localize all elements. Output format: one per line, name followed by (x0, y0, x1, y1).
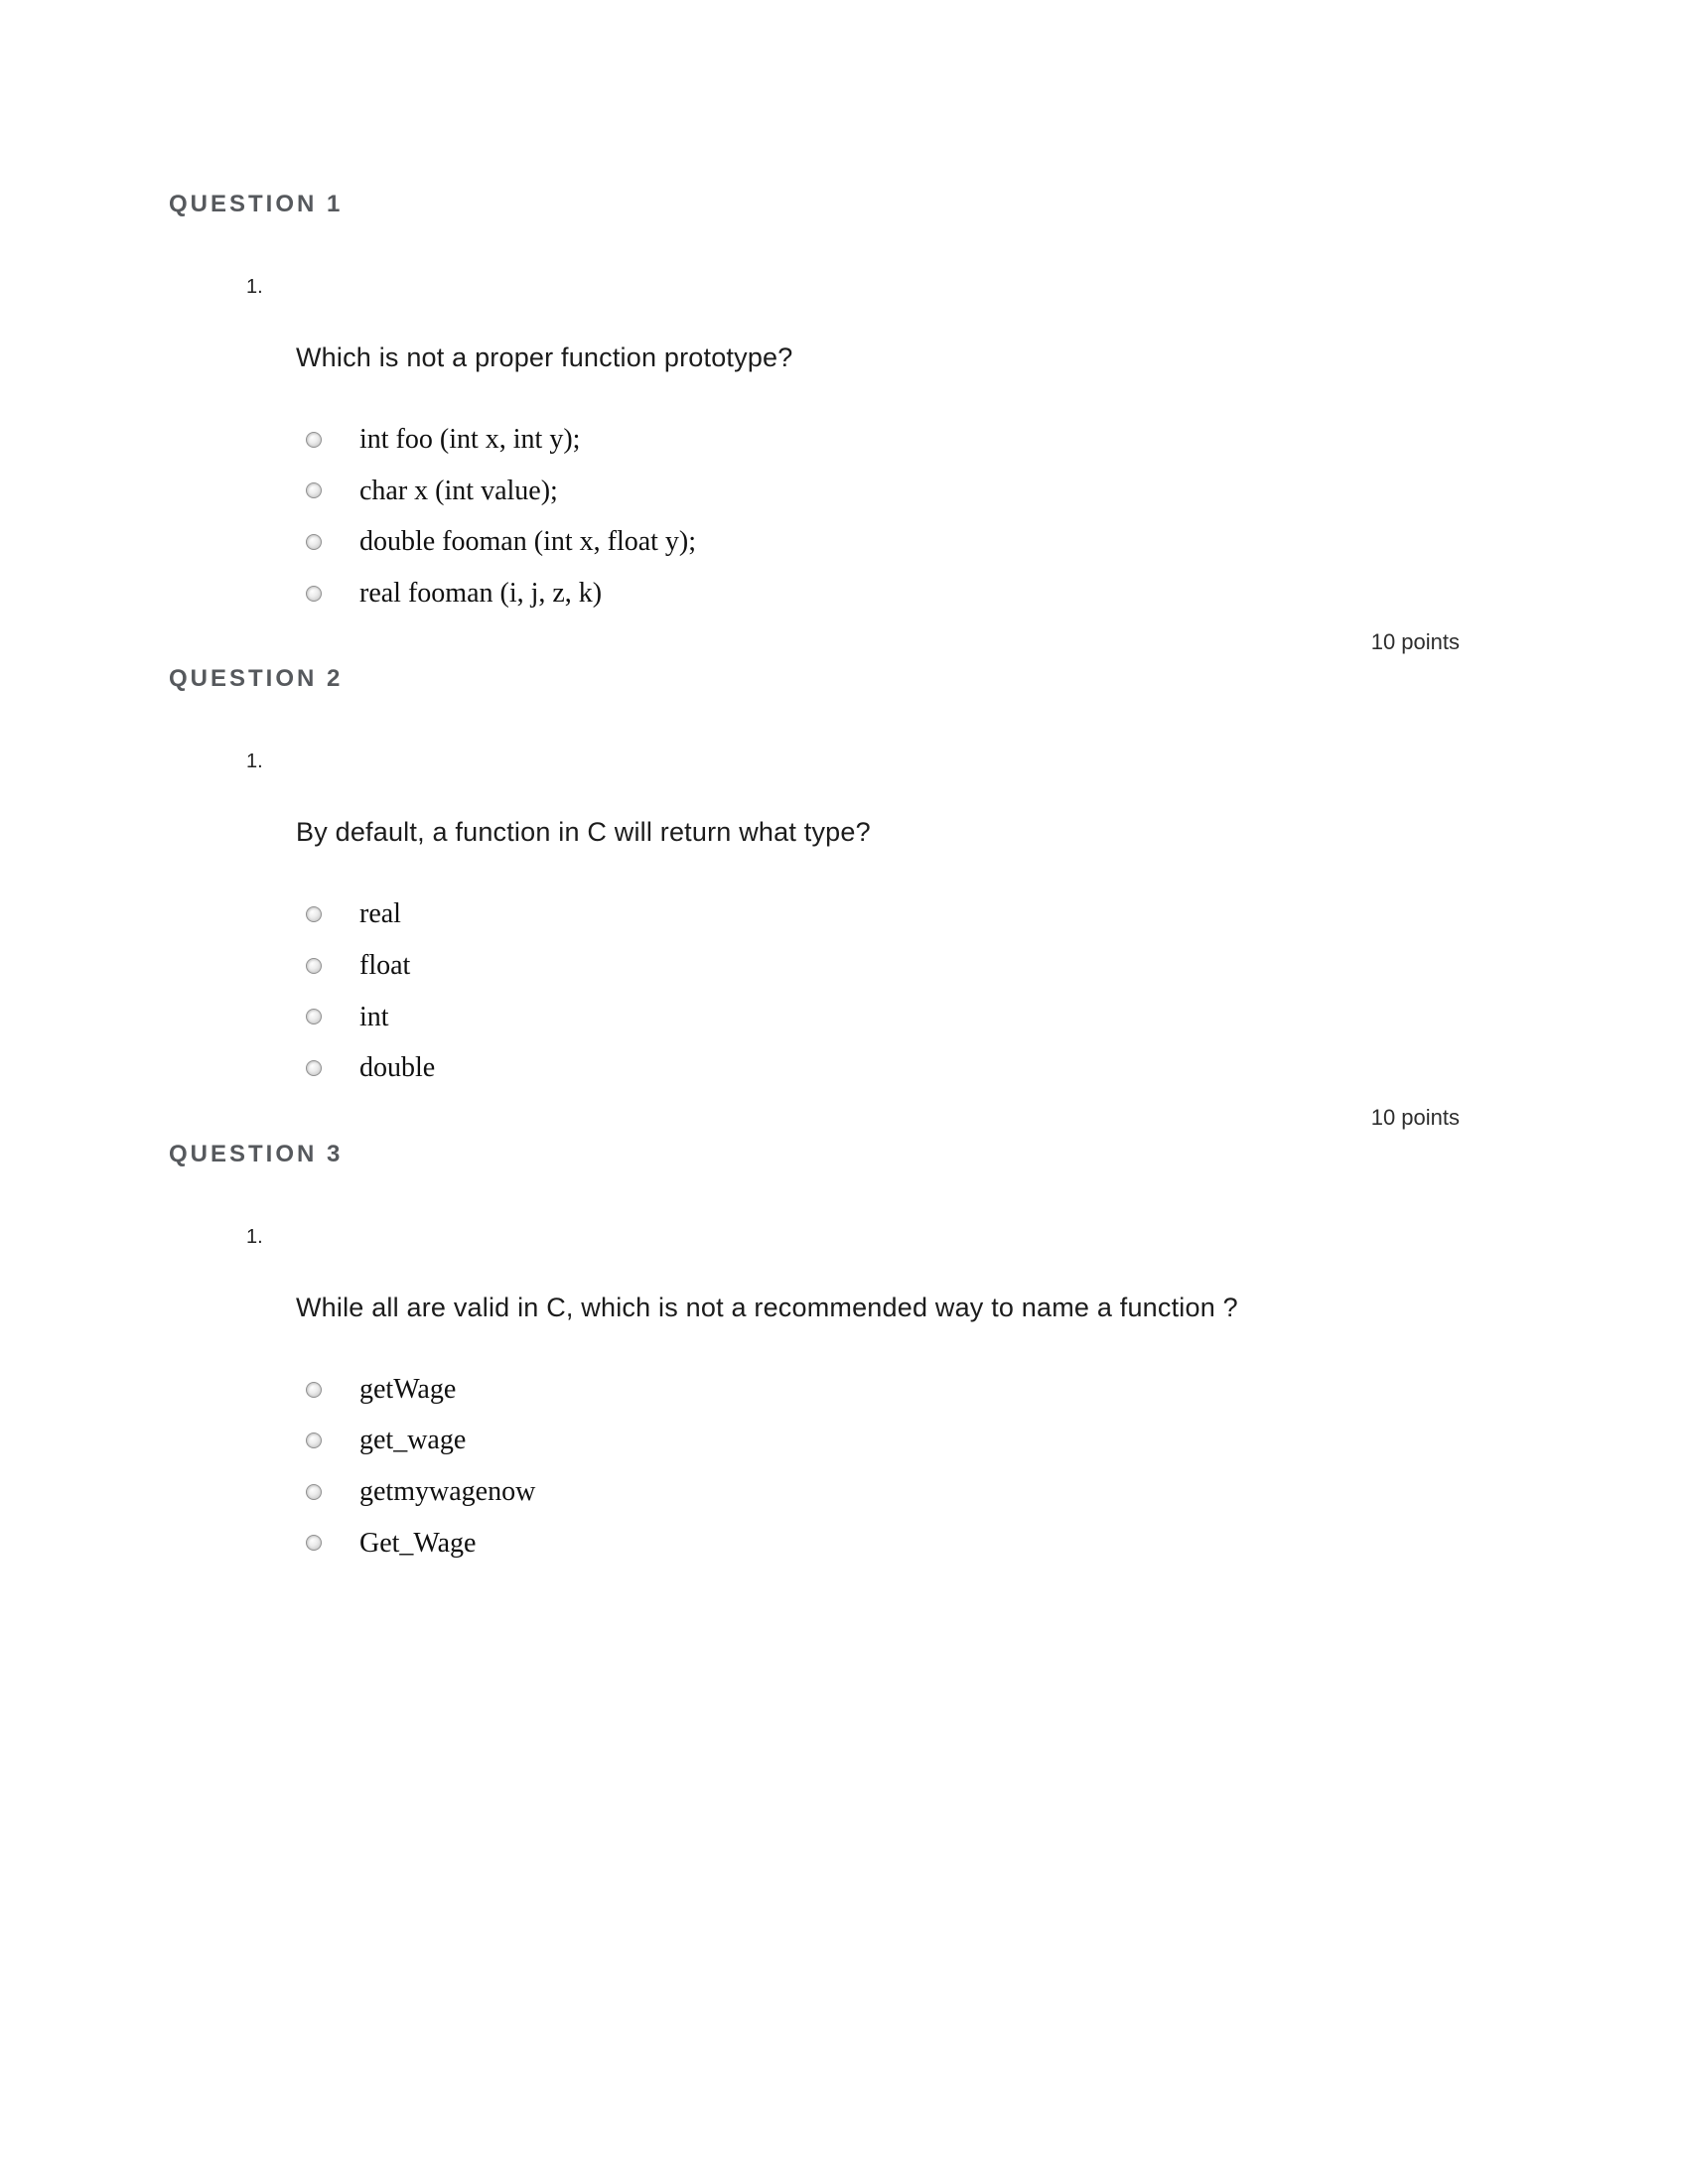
points-label: 10 points (1370, 1104, 1460, 1130)
answer-option[interactable] (296, 1475, 1460, 1509)
radio-button-icon[interactable] (306, 906, 322, 922)
answer-option[interactable] (296, 577, 1460, 611)
radio-button-icon[interactable] (306, 1382, 322, 1398)
question-header: QUESTION 2 (169, 665, 344, 693)
radio-button-icon[interactable] (306, 1009, 322, 1024)
radio-button-icon[interactable] (306, 958, 322, 974)
answer-option-label: real (359, 898, 401, 930)
question-text: Which is not a proper function prototype? (296, 342, 793, 372)
answer-option[interactable] (296, 1373, 1460, 1407)
answer-option-label: getmywagenow (359, 1475, 536, 1507)
radio-button-icon[interactable] (306, 1060, 322, 1076)
answer-option-label: real fooman (i, j, z, k) (359, 577, 603, 609)
radio-button-icon[interactable] (306, 534, 322, 550)
question-text: While all are valid in C, which is not a recommended way to name a function ? (296, 1292, 1238, 1322)
radio-button-icon[interactable] (306, 1433, 322, 1448)
radio-button-icon[interactable] (306, 1535, 322, 1551)
answer-option[interactable] (296, 1051, 1460, 1085)
answer-option[interactable] (296, 525, 1460, 559)
question-block-2 (169, 665, 1460, 1130)
question-block-3 (169, 1141, 1460, 1605)
answer-option-label: get_wage (359, 1425, 467, 1456)
points-label (169, 1579, 1460, 1605)
question-number: 1. (246, 1225, 263, 1248)
question-content (296, 342, 1460, 610)
answer-option[interactable] (296, 897, 1460, 931)
points-label: 10 points (1370, 629, 1460, 655)
answer-option-label: Get_Wage (359, 1527, 477, 1559)
question-content (296, 1293, 1460, 1560)
answer-options (296, 897, 1460, 1084)
answer-option[interactable] (296, 423, 1460, 457)
answer-option-label: char x (int value); (359, 475, 558, 506)
answer-option-label: int (359, 1001, 389, 1032)
question-header: QUESTION 1 (169, 191, 344, 217)
answer-option[interactable] (296, 475, 1460, 508)
answer-option-label: double fooman (int x, float y); (359, 526, 697, 558)
answer-options (296, 1373, 1460, 1560)
answer-option-label: double (359, 1052, 436, 1084)
radio-button-icon[interactable] (306, 482, 322, 498)
quiz-page (169, 0, 1460, 1605)
answer-option-label: float (359, 949, 411, 981)
answer-option-label: getWage (359, 1373, 457, 1405)
question-number: 1. (246, 276, 263, 298)
question-content (296, 817, 1460, 1084)
question-block-1 (169, 191, 1460, 655)
radio-button-icon[interactable] (306, 586, 322, 602)
answer-option-label: int foo (int x, int y); (359, 424, 581, 455)
answer-option[interactable] (296, 949, 1460, 983)
answer-option[interactable] (296, 1001, 1460, 1034)
question-text: By default, a function in C will return what type? (296, 817, 871, 848)
radio-button-icon[interactable] (306, 1484, 322, 1500)
answer-option[interactable] (296, 1527, 1460, 1561)
question-number: 1. (246, 751, 263, 773)
question-header: QUESTION 3 (169, 1140, 344, 1167)
answer-options (296, 423, 1460, 610)
radio-button-icon[interactable] (306, 432, 322, 448)
answer-option[interactable] (296, 1424, 1460, 1457)
